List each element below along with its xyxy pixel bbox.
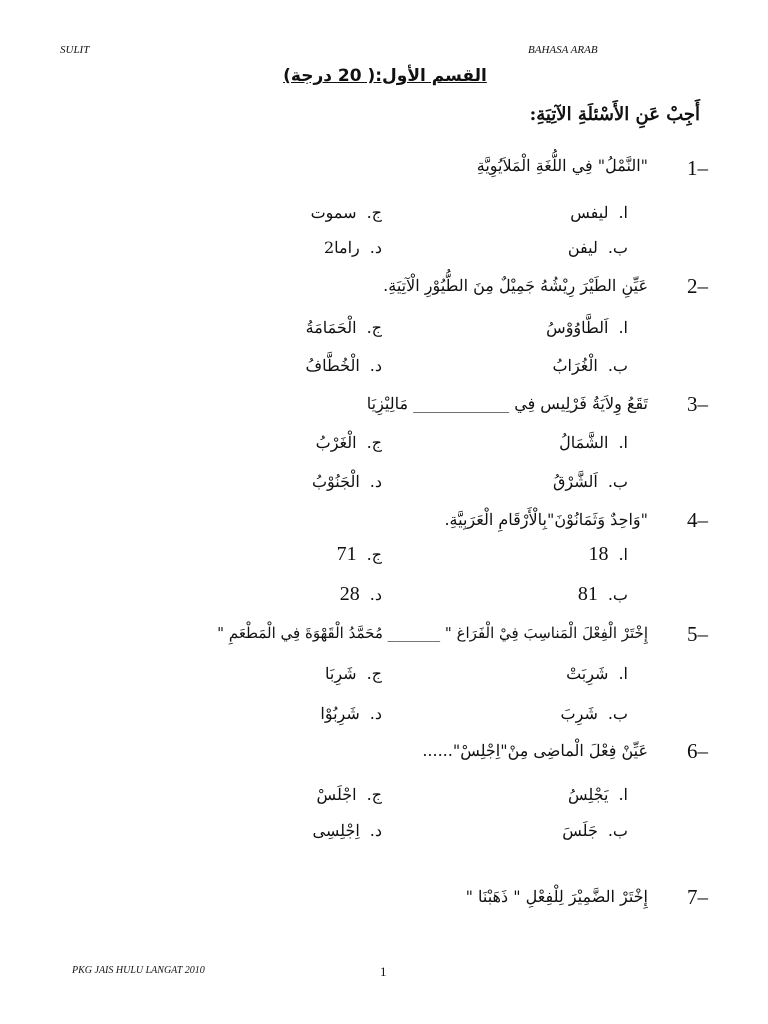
option-text: راما2	[323, 238, 360, 257]
option-text: اَلشَّرْقُ	[553, 472, 598, 491]
option-text: ليفس	[570, 203, 609, 222]
option-letter: د.	[369, 704, 382, 723]
question-5-option-b	[561, 704, 628, 723]
option-text: 28	[339, 583, 360, 605]
question-1-option-c	[311, 203, 382, 222]
option-letter: ج.	[366, 318, 382, 337]
option-letter: ج.	[366, 785, 382, 804]
option-letter: ا.	[618, 203, 628, 222]
option-letter: ا.	[618, 785, 628, 804]
question-2-option-a	[546, 318, 628, 337]
question-3-option-a	[559, 433, 628, 452]
option-text: الْخُطَّافُ	[305, 356, 360, 375]
option-text: الْغَرْبُ	[315, 433, 357, 452]
option-letter: د.	[369, 472, 382, 491]
option-text: الشَّمَالُ	[559, 433, 609, 452]
header-right: BAHASA ARAB	[528, 44, 598, 56]
option-letter: ج.	[366, 664, 382, 683]
question-2-option-b	[552, 356, 628, 375]
option-text: سموت	[310, 203, 357, 222]
option-letter: ا.	[618, 664, 628, 683]
question-1-option-a	[570, 203, 628, 222]
question-5-option-c	[325, 664, 382, 683]
question-3-number: 3–	[687, 392, 708, 416]
page-number: 1	[380, 964, 387, 979]
instruction: أَجِبْ عَنِ الأَسْئلَةِ الآتِيَةِ:	[529, 104, 700, 125]
question-2-option-c	[306, 318, 382, 337]
option-text: جَلَسَ	[562, 821, 598, 840]
option-letter: ب.	[607, 472, 628, 491]
section-title: القسم الأول:( 20 درجة)	[283, 66, 487, 86]
option-text: شَرِبَتْ	[566, 664, 609, 683]
question-5-text: إِخْتَرْ الْفِعْلَ الْمَناسِبَ فِيْ الْفَرَاغ " _______ مُحَمَّدُ الْقَهْوَةَ فِي الْمَطْعَمِ "	[217, 624, 648, 642]
option-letter: د.	[369, 585, 382, 604]
option-text: الْغُرَابُ	[552, 356, 598, 375]
question-4-option-a	[588, 543, 628, 566]
question-6-option-d	[313, 821, 382, 840]
option-text: اَلطَّاوُوْسُ	[546, 318, 609, 337]
option-letter: ج.	[366, 433, 382, 452]
option-text: الْحَمَامَةُ	[305, 318, 357, 337]
question-5-option-d	[320, 704, 382, 723]
option-text: يَجْلِسُ	[567, 785, 609, 804]
question-7-text: إِخْتَرْ الضَّمِيْرَ لِلْفِعْلِ " ذَهَبْنَا "	[465, 887, 648, 906]
question-1-text: "النَّمْلُ" فِي اللُّغَةِ الْمَلاَيُوِيَّةِ	[476, 156, 648, 175]
question-4-option-d	[340, 583, 382, 606]
question-4-text: "وَاحِدٌ وَثَمَانُوْنَ"بِالْأَرْقَامِ الْعَرَبِيَّةِ.	[444, 510, 648, 529]
question-2-text: عَيِّنِ الطَيْرَ رِيْشُهُ جَمِيْلٌ مِنَ الطُّيُوْرِ الْآتِيَةِ.	[383, 276, 648, 295]
question-1-number: 1–	[687, 156, 708, 180]
option-letter: د.	[369, 821, 382, 840]
option-text: الْجَنُوْبُ	[311, 472, 360, 491]
header-left: SULIT	[60, 44, 90, 56]
option-text: شَرِبَا	[325, 664, 357, 683]
question-1-option-d	[324, 238, 382, 257]
option-letter: د.	[369, 238, 382, 257]
question-2-number: 2–	[687, 274, 708, 298]
option-text: 18	[588, 543, 609, 565]
option-text: شَرِبُوْا	[320, 704, 360, 723]
option-letter: ب.	[607, 585, 628, 604]
question-3-option-c	[316, 433, 382, 452]
question-2-option-d	[306, 356, 382, 375]
option-letter: ب.	[607, 356, 628, 375]
option-text: اِجْلِسِى	[312, 821, 360, 840]
option-letter: ا.	[618, 545, 628, 564]
option-letter: ب.	[607, 238, 628, 257]
option-letter: ب.	[607, 704, 628, 723]
option-text: اجْلَسْ	[316, 785, 357, 804]
question-4-option-c	[337, 543, 382, 566]
option-text: 81	[577, 583, 598, 605]
question-3-text: تَقَعُ وِلاَيَةُ فَرْلِيس فِي ____________ مَالِيْزِيَا	[366, 394, 648, 413]
option-letter: ب.	[607, 821, 628, 840]
question-6-option-c	[317, 785, 382, 804]
question-3-option-b	[553, 472, 628, 491]
option-letter: د.	[369, 356, 382, 375]
question-6-text: عَيِّنْ فِعْلَ الْماضِى مِنْ"اِجْلِسْ"......	[422, 741, 648, 760]
question-6-option-b	[562, 821, 628, 840]
footer-text: PKG JAIS HULU LANGAT 2010	[72, 965, 205, 976]
option-letter: ا.	[618, 318, 628, 337]
question-1-option-b	[568, 238, 628, 257]
option-letter: ج.	[366, 545, 382, 564]
option-text: ليفن	[567, 238, 598, 257]
question-6-option-a	[568, 785, 628, 804]
option-text: شَرِبَ	[560, 704, 598, 723]
question-6-number: 6–	[687, 739, 708, 763]
option-letter: ج.	[366, 203, 382, 222]
question-4-option-b	[578, 583, 628, 606]
option-letter: ا.	[618, 433, 628, 452]
question-7-number: 7–	[687, 885, 708, 909]
question-5-number: 5–	[687, 622, 708, 646]
question-5-option-a	[566, 664, 628, 683]
option-text: 71	[336, 543, 357, 565]
question-3-option-d	[312, 472, 382, 491]
question-4-number: 4–	[687, 508, 708, 532]
